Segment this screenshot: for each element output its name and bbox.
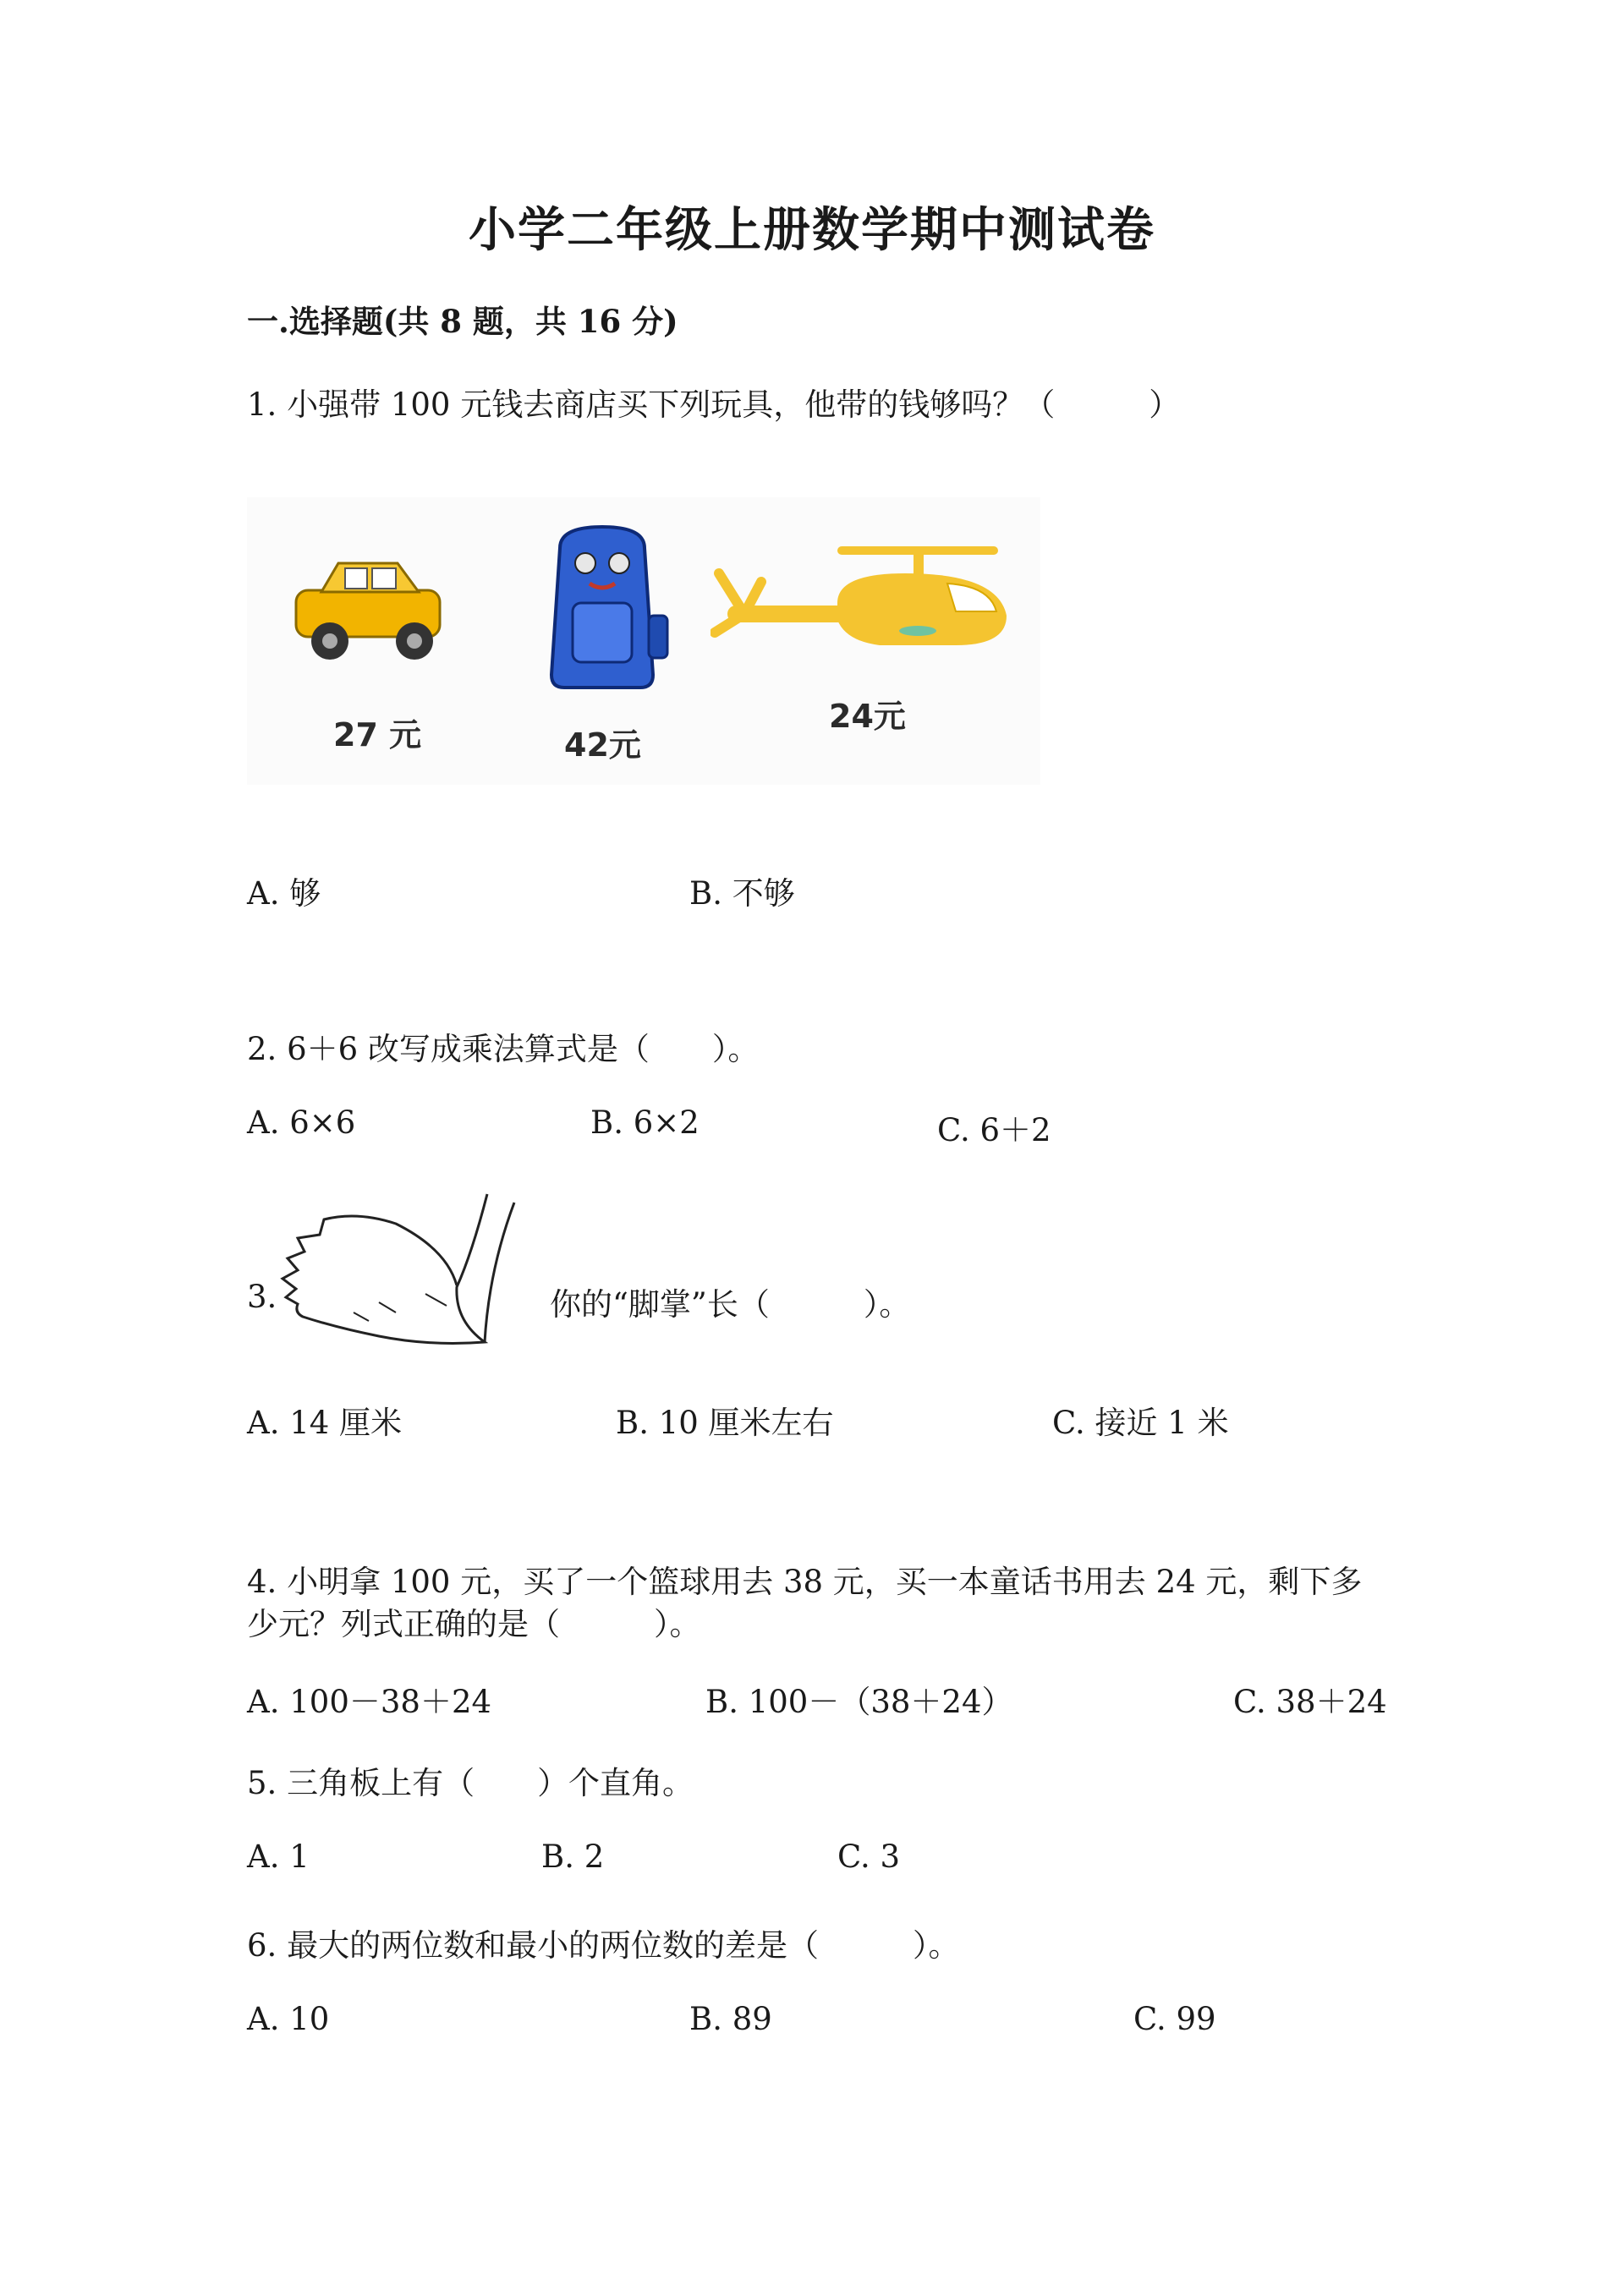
- question-5-stem: 5. 三角板上有（ ）个直角。: [247, 1765, 694, 1801]
- page-title: 小学二年级上册数学期中测试卷: [469, 202, 1155, 258]
- helicopter-price: 24元: [829, 698, 906, 735]
- q2-option-b[interactable]: B. 6×2: [590, 1104, 700, 1141]
- q3-option-a[interactable]: A. 14 厘米: [247, 1405, 403, 1441]
- question-3-stem: 你的“脚掌”长（ ）。: [550, 1286, 911, 1323]
- q6-option-b[interactable]: B. 89: [689, 2001, 772, 2037]
- q4-option-a[interactable]: A. 100－38＋24: [247, 1684, 492, 1720]
- q6-option-c[interactable]: C. 99: [1133, 2001, 1216, 2037]
- question-4-stem-line2: 少元？列式正确的是（ ）。: [247, 1606, 701, 1642]
- helicopter-icon: [710, 540, 1032, 666]
- q5-option-a[interactable]: A. 1: [247, 1838, 310, 1875]
- q2-option-c[interactable]: C. 6＋2: [937, 1112, 1051, 1148]
- toy-price-image: [247, 497, 1040, 785]
- q6-option-a[interactable]: A. 10: [247, 2001, 330, 2037]
- question-4-stem-line1: 4. 小明拿 100 元，买了一个篮球用去 38 元，买一本童话书用去 24 元，剩下多: [247, 1564, 1363, 1600]
- q4-option-c[interactable]: C. 38＋24: [1233, 1684, 1387, 1720]
- q5-option-c[interactable]: C. 3: [837, 1838, 901, 1875]
- question-6-stem: 6. 最大的两位数和最小的两位数的差是（ ）。: [247, 1927, 960, 1964]
- question-2-stem: 2. 6＋6 改写成乘法算式是（ ）。: [247, 1031, 760, 1067]
- q3-option-c[interactable]: C. 接近 1 米: [1052, 1405, 1229, 1441]
- q3-option-b[interactable]: B. 10 厘米左右: [616, 1405, 834, 1441]
- backpack-price: 42元: [564, 726, 641, 764]
- q1-option-a[interactable]: A. 够: [247, 875, 321, 912]
- section-heading: 一.选择题(共 8 题，共 16 分): [247, 303, 678, 340]
- toy-car-icon: [279, 548, 457, 675]
- toy-car-price: 27 元: [333, 716, 422, 753]
- q5-option-b[interactable]: B. 2: [541, 1838, 605, 1875]
- q4-option-b[interactable]: B. 100－（38＋24）: [705, 1684, 1013, 1720]
- q2-option-a[interactable]: A. 6×6: [247, 1104, 356, 1141]
- question-1-stem: 1. 小强带 100 元钱去商店买下列玩具，他带的钱够吗？（ ）: [247, 386, 1181, 423]
- question-3-number: 3.: [247, 1279, 277, 1315]
- backpack-icon: [526, 523, 678, 692]
- q1-option-b[interactable]: B. 不够: [689, 875, 795, 912]
- foot-sketch-icon: [277, 1186, 548, 1355]
